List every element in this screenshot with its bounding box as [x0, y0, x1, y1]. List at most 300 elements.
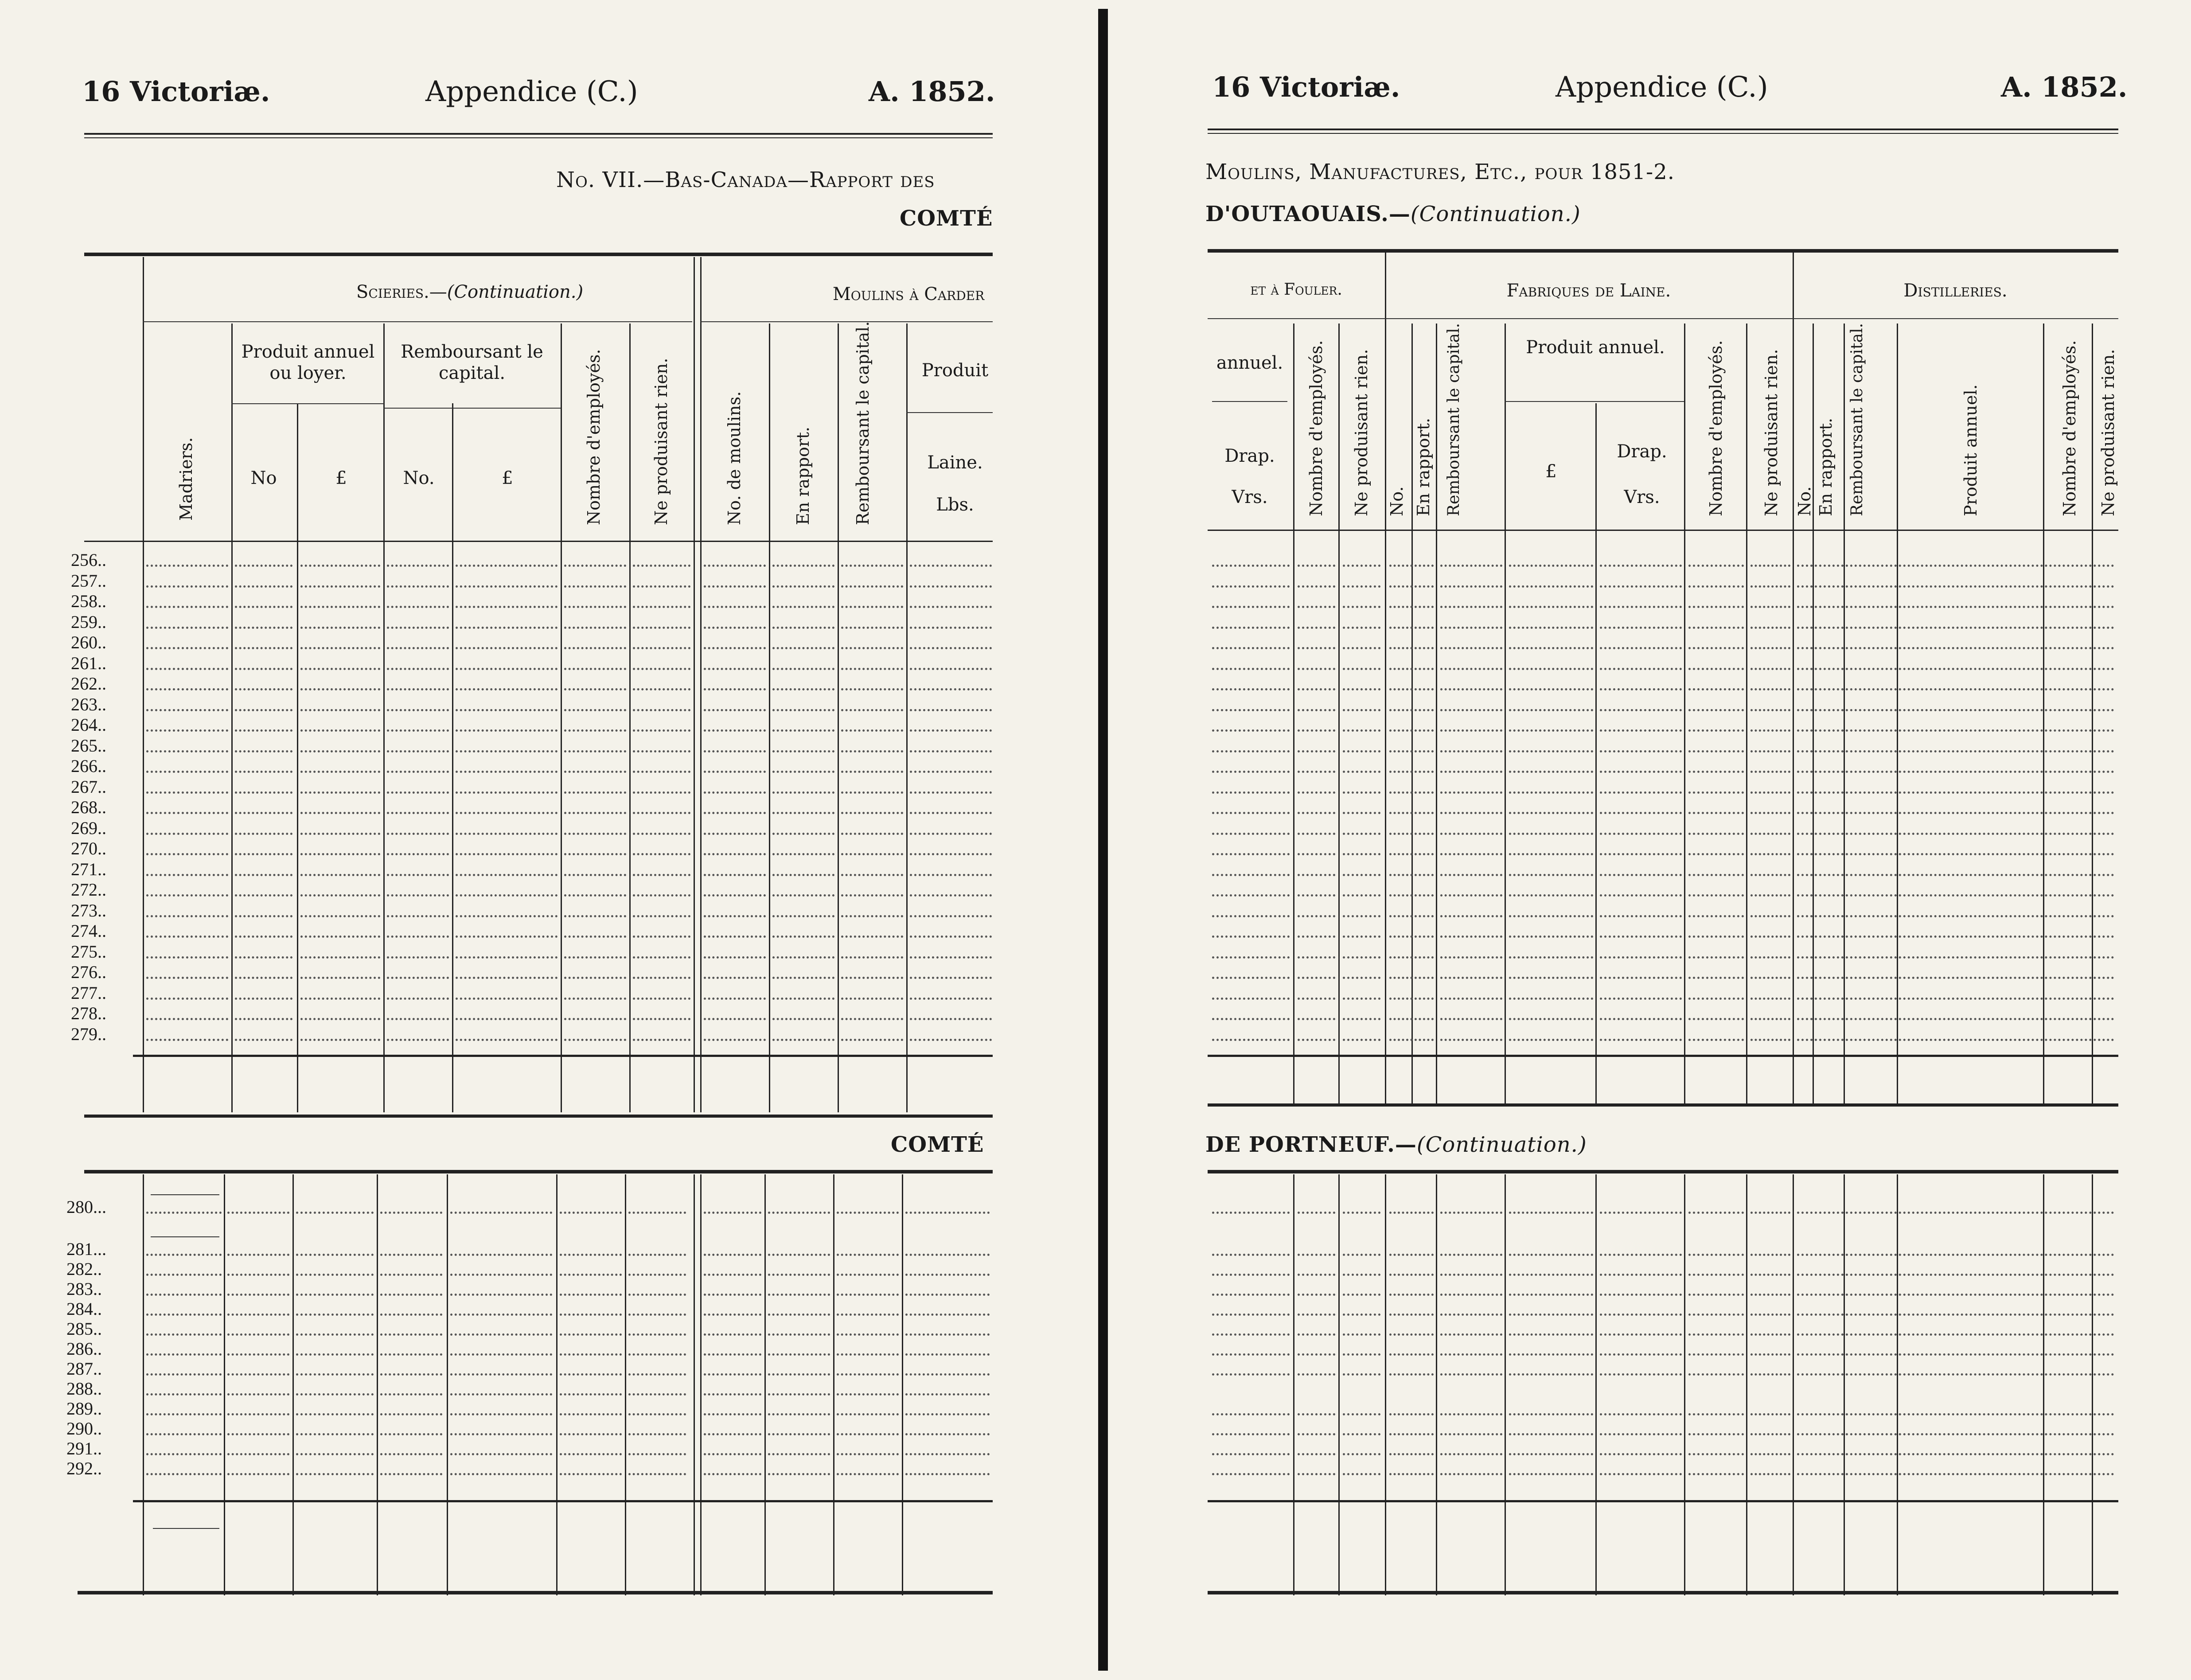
dot-leader	[1688, 709, 1744, 711]
dot-leader	[1797, 668, 2114, 670]
dot-leader	[1389, 1353, 1434, 1356]
dot-leader	[704, 709, 766, 711]
dot-leader	[1509, 853, 1593, 855]
dot-leader	[837, 1413, 899, 1415]
dot-leader	[1343, 1294, 1380, 1296]
dot-leader	[235, 1018, 292, 1020]
dot-leader	[300, 977, 380, 979]
dot-leader	[564, 627, 626, 629]
dot-leader	[1440, 1353, 1502, 1356]
dot-leader	[841, 606, 903, 608]
dot-leader	[1440, 565, 1502, 567]
dot-leader	[633, 853, 690, 855]
dot-leader	[1212, 853, 1290, 855]
dot-leader	[1298, 606, 1335, 608]
dot-leader	[146, 1274, 222, 1276]
dot-leader	[1600, 606, 1682, 608]
dot-leader	[704, 833, 766, 835]
dot-leader	[1389, 565, 1434, 567]
group-scieries: Scieries.—(Continuation.)	[356, 282, 584, 302]
col-nombre-employes-r: Nombre d'employés.	[1306, 340, 1326, 516]
dot-leader	[146, 709, 228, 711]
dot-leader	[1600, 1294, 1682, 1296]
dot-leader	[1509, 606, 1593, 608]
dot-leader	[1797, 1373, 2114, 1376]
dot-leader	[910, 874, 992, 876]
dot-leader	[380, 1294, 442, 1296]
dot-leader	[704, 668, 766, 670]
dot-leader	[387, 956, 449, 959]
row-number: 267..	[71, 776, 106, 797]
dot-leader	[910, 853, 992, 855]
dot-leader	[905, 1413, 990, 1415]
row-number: 278..	[71, 1003, 106, 1023]
total-rule	[133, 1500, 993, 1502]
dot-leader	[387, 565, 449, 567]
dot-leader	[1688, 585, 1744, 588]
dot-leader	[1750, 915, 1790, 917]
dot-leader	[387, 668, 449, 670]
dot-leader	[633, 709, 690, 711]
dot-leader	[227, 1274, 289, 1276]
dot-leader	[564, 1039, 626, 1041]
dot-leader	[772, 1039, 834, 1041]
dot-leader	[1343, 833, 1380, 835]
dot-leader	[387, 606, 449, 608]
dot-leader	[1797, 812, 2114, 814]
dot-leader	[704, 894, 766, 897]
dot-leader	[1389, 750, 1434, 752]
dot-leader	[772, 894, 834, 897]
dot-leader	[1298, 915, 1335, 917]
dot-leader	[1389, 627, 1434, 629]
dot-leader	[387, 688, 449, 690]
dot-leader	[1343, 750, 1380, 752]
dot-leader	[564, 874, 626, 876]
dot-leader	[1389, 956, 1434, 959]
dot-leader	[1298, 977, 1335, 979]
dot-leader	[1797, 1274, 2114, 1276]
dot-leader	[296, 1294, 374, 1296]
dot-leader	[628, 1294, 686, 1296]
dot-leader	[1389, 874, 1434, 876]
dot-leader	[633, 915, 690, 917]
dot-leader	[905, 1254, 990, 1256]
dot-leader	[235, 915, 292, 917]
dot-leader	[450, 1212, 552, 1214]
dot-leader	[456, 791, 557, 794]
dot-leader	[564, 709, 626, 711]
dot-leader	[560, 1433, 622, 1435]
dot-leader	[235, 874, 292, 876]
dot-leader	[380, 1393, 442, 1395]
dot-leader	[1212, 791, 1290, 794]
dot-leader	[910, 977, 992, 979]
row-number: 272..	[71, 880, 106, 900]
running-head-center-r: Appendice (C.)	[1556, 71, 1768, 104]
dot-leader	[1212, 565, 1290, 567]
running-head-left: 16 Victoriæ.	[82, 75, 270, 108]
col-pound-laine: £	[1545, 461, 1557, 482]
dot-leader	[1212, 688, 1290, 690]
dot-leader	[1600, 565, 1682, 567]
dot-leader	[1298, 750, 1335, 752]
dot-leader	[1688, 606, 1744, 608]
dot-leader	[1389, 1453, 1434, 1455]
dot-leader	[456, 956, 557, 959]
dot-leader	[450, 1274, 552, 1276]
dot-leader	[146, 833, 228, 835]
total-rule	[1208, 1500, 2118, 1502]
dot-leader	[910, 750, 992, 752]
dot-leader	[1797, 771, 2114, 773]
dot-leader	[772, 729, 834, 732]
dot-leader	[1212, 1314, 1290, 1316]
dot-leader	[1600, 1453, 1682, 1455]
dot-leader	[1298, 709, 1335, 711]
row-number: 270..	[71, 838, 106, 858]
dot-leader	[1343, 585, 1380, 588]
dot-leader	[905, 1393, 990, 1395]
dot-leader	[146, 956, 228, 959]
dot-leader	[1298, 791, 1335, 794]
dot-leader	[1688, 791, 1744, 794]
dot-leader	[1389, 606, 1434, 608]
dot-leader	[1440, 750, 1502, 752]
dot-leader	[1440, 709, 1502, 711]
dot-leader	[227, 1413, 289, 1415]
dot-leader	[1797, 1018, 2114, 1020]
dot-leader	[456, 627, 557, 629]
dot-leader	[1797, 627, 2114, 629]
dot-leader	[1440, 729, 1502, 732]
dot-leader	[1343, 606, 1380, 608]
dot-leader	[841, 668, 903, 670]
dot-leader	[1797, 688, 2114, 690]
dot-leader	[1343, 1473, 1380, 1475]
dot-leader	[768, 1333, 830, 1336]
dot-leader	[1440, 1314, 1502, 1316]
dot-leader	[387, 977, 449, 979]
dot-leader	[564, 606, 626, 608]
dot-leader	[564, 750, 626, 752]
dot-leader	[1688, 1453, 1744, 1455]
dot-leader	[1298, 812, 1335, 814]
dot-leader	[1797, 647, 2114, 649]
dot-leader	[837, 1353, 899, 1356]
dot-leader	[456, 647, 557, 649]
dot-leader	[1600, 709, 1682, 711]
dot-leader	[1298, 1433, 1335, 1435]
dot-leader	[1509, 647, 1593, 649]
dot-leader	[1343, 874, 1380, 876]
dot-leader	[300, 750, 380, 752]
dot-leader	[841, 791, 903, 794]
dot-leader	[300, 935, 380, 938]
portneuf-title: DE PORTNEUF.—(Continuation.)	[1205, 1132, 1587, 1157]
dot-leader	[910, 1018, 992, 1020]
dot-leader	[387, 627, 449, 629]
dot-leader	[1509, 998, 1593, 1000]
dot-leader	[633, 750, 690, 752]
dot-leader	[296, 1413, 374, 1415]
dot-leader	[300, 627, 380, 629]
dot-leader	[1298, 1294, 1335, 1296]
col-no: No	[250, 468, 277, 488]
dot-leader	[450, 1254, 552, 1256]
dot-leader	[1343, 1254, 1380, 1256]
dot-leader	[628, 1314, 686, 1316]
dot-leader	[704, 1373, 761, 1376]
group-moulins-carder: Moulins à Carder	[832, 284, 985, 304]
report-title: No. VII.—Bas-Canada—Rapport des	[556, 168, 935, 192]
dot-leader	[837, 1274, 899, 1276]
dot-leader	[564, 915, 626, 917]
dot-leader	[560, 1353, 622, 1356]
dot-leader	[837, 1314, 899, 1316]
dot-leader	[456, 668, 557, 670]
dot-leader	[560, 1333, 622, 1336]
group-distilleries: Distilleries.	[1903, 281, 2008, 301]
dot-leader	[300, 729, 380, 732]
col-ne-produisant-distill: Ne produisant rien.	[2098, 349, 2118, 516]
dot-leader	[841, 894, 903, 897]
dot-leader	[628, 1373, 686, 1376]
dot-leader	[1750, 585, 1790, 588]
dot-leader	[1688, 1314, 1744, 1316]
dot-leader	[387, 585, 449, 588]
dot-leader	[1688, 627, 1744, 629]
dot-leader	[628, 1413, 686, 1415]
dot-leader	[1298, 585, 1335, 588]
dot-leader	[300, 771, 380, 773]
dot-leader	[633, 771, 690, 773]
dot-leader	[1212, 1274, 1290, 1276]
dot-leader	[300, 853, 380, 855]
dot-leader	[1389, 1039, 1434, 1041]
dot-leader	[905, 1353, 990, 1356]
dot-leader	[910, 998, 992, 1000]
dot-leader	[1600, 874, 1682, 876]
dot-leader	[235, 627, 292, 629]
dot-leader	[296, 1274, 374, 1276]
dot-leader	[1688, 1473, 1744, 1475]
dot-leader	[1298, 1333, 1335, 1336]
dot-leader	[1750, 1413, 1790, 1415]
dot-leader	[841, 998, 903, 1000]
dot-leader	[1688, 874, 1744, 876]
dot-leader	[1600, 627, 1682, 629]
dot-leader	[1750, 1039, 1790, 1041]
dot-leader	[1509, 977, 1593, 979]
dot-leader	[380, 1373, 442, 1376]
dot-leader	[450, 1393, 552, 1395]
dot-leader	[1509, 1254, 1593, 1256]
dot-leader	[1509, 1453, 1593, 1455]
dot-leader	[1440, 627, 1502, 629]
dot-leader	[235, 771, 292, 773]
dot-leader	[768, 1393, 830, 1395]
dot-leader	[146, 750, 228, 752]
dot-leader	[1343, 1373, 1380, 1376]
dot-leader	[905, 1453, 990, 1455]
dot-leader	[1688, 1212, 1744, 1214]
row-number: 256..	[71, 550, 106, 570]
dot-leader	[1440, 1018, 1502, 1020]
row-number: 288..	[66, 1379, 102, 1399]
dot-leader	[1440, 998, 1502, 1000]
dot-leader	[456, 977, 557, 979]
dot-leader	[146, 771, 228, 773]
dot-leader	[704, 771, 766, 773]
dot-leader	[905, 1433, 990, 1435]
row-number: 258..	[71, 591, 106, 611]
dot-leader	[146, 1254, 222, 1256]
dot-leader	[1298, 874, 1335, 876]
dot-leader	[1440, 1373, 1502, 1376]
dot-leader	[560, 1212, 622, 1214]
dot-leader	[1688, 729, 1744, 732]
dot-leader	[560, 1294, 622, 1296]
dot-leader	[1750, 998, 1790, 1000]
dot-leader	[227, 1294, 289, 1296]
dot-leader	[837, 1453, 899, 1455]
dot-leader	[1600, 729, 1682, 732]
dot-leader	[905, 1212, 990, 1214]
col-vrs-laine: Vrs.	[1624, 487, 1660, 507]
dot-leader	[1389, 977, 1434, 979]
row-number: 291..	[66, 1438, 102, 1458]
dot-leader	[387, 1018, 449, 1020]
dot-leader	[704, 915, 766, 917]
dot-leader	[772, 791, 834, 794]
dot-leader	[227, 1314, 289, 1316]
col-vrs: Vrs.	[1232, 487, 1268, 507]
dot-leader	[235, 853, 292, 855]
dot-leader	[910, 956, 992, 959]
dot-leader	[704, 1212, 761, 1214]
dot-leader	[450, 1314, 552, 1316]
dot-leader	[1688, 750, 1744, 752]
dot-leader	[1389, 771, 1434, 773]
dot-leader	[1600, 668, 1682, 670]
dot-leader	[768, 1294, 830, 1296]
dot-leader	[1688, 1039, 1744, 1041]
dot-leader	[1212, 1473, 1290, 1475]
row-number: 287..	[66, 1359, 102, 1379]
dot-leader	[1600, 1039, 1682, 1041]
dot-leader	[146, 874, 228, 876]
dot-leader	[235, 709, 292, 711]
dot-leader	[1298, 1039, 1335, 1041]
dot-leader	[704, 874, 766, 876]
dot-leader	[1298, 833, 1335, 835]
dot-leader	[633, 935, 690, 938]
dot-leader	[1688, 833, 1744, 835]
dot-leader	[1797, 709, 2114, 711]
dot-leader	[772, 709, 834, 711]
dot-leader	[704, 1333, 761, 1336]
dot-leader	[456, 894, 557, 897]
dot-leader	[296, 1314, 374, 1316]
dot-leader	[380, 1274, 442, 1276]
dot-leader	[704, 935, 766, 938]
dot-leader	[1688, 853, 1744, 855]
total-rule	[133, 1055, 993, 1057]
dot-leader	[1440, 956, 1502, 959]
dot-leader	[300, 585, 380, 588]
dot-leader	[1797, 998, 2114, 1000]
dot-leader	[1600, 894, 1682, 897]
dot-leader	[564, 688, 626, 690]
dot-leader	[146, 565, 228, 567]
row-number: 283..	[66, 1279, 102, 1299]
dot-leader	[1440, 812, 1502, 814]
dot-leader	[387, 791, 449, 794]
dot-leader	[300, 998, 380, 1000]
dot-leader	[704, 1433, 761, 1435]
col-produit: Produit	[921, 360, 989, 381]
dot-leader	[1750, 1212, 1790, 1214]
dot-leader	[450, 1413, 552, 1415]
dot-leader	[772, 956, 834, 959]
dot-leader	[772, 998, 834, 1000]
dot-leader	[772, 771, 834, 773]
dot-leader	[1212, 647, 1290, 649]
dot-leader	[1343, 729, 1380, 732]
dot-leader	[905, 1314, 990, 1316]
dot-leader	[1750, 606, 1790, 608]
dot-leader	[235, 812, 292, 814]
dot-leader	[841, 729, 903, 732]
dot-leader	[146, 585, 228, 588]
dot-leader	[633, 606, 690, 608]
dot-leader	[704, 1413, 761, 1415]
dot-leader	[1509, 1274, 1593, 1276]
dot-leader	[1509, 874, 1593, 876]
dot-leader	[1440, 1212, 1502, 1214]
dot-leader	[768, 1413, 830, 1415]
dot-leader	[1343, 935, 1380, 938]
dot-leader	[633, 874, 690, 876]
dot-leader	[380, 1314, 442, 1316]
dot-leader	[910, 606, 992, 608]
dot-leader	[628, 1333, 686, 1336]
dot-leader	[1797, 729, 2114, 732]
dot-leader	[628, 1212, 686, 1214]
dot-leader	[1212, 915, 1290, 917]
dot-leader	[1600, 977, 1682, 979]
dot-leader	[1389, 915, 1434, 917]
dot-leader	[146, 1333, 222, 1336]
dot-leader	[387, 998, 449, 1000]
dot-leader	[1750, 1433, 1790, 1435]
dot-leader	[456, 729, 557, 732]
dot-leader	[772, 627, 834, 629]
running-head-left-r: 16 Victoriæ.	[1212, 71, 1400, 103]
dot-leader	[841, 750, 903, 752]
col-ne-produisant-laine: Ne produisant rien.	[1762, 349, 1781, 516]
dot-leader	[704, 791, 766, 794]
row-number: 264..	[71, 715, 106, 735]
dot-leader	[1343, 771, 1380, 773]
running-head-center: Appendice (C.)	[425, 75, 638, 108]
outaouais-title: D'OUTAOUAIS.—(Continuation.)	[1205, 202, 1581, 226]
dot-leader	[1797, 1353, 2114, 1356]
dot-leader	[704, 1274, 761, 1276]
dot-leader	[564, 791, 626, 794]
dot-leader	[1298, 1254, 1335, 1256]
